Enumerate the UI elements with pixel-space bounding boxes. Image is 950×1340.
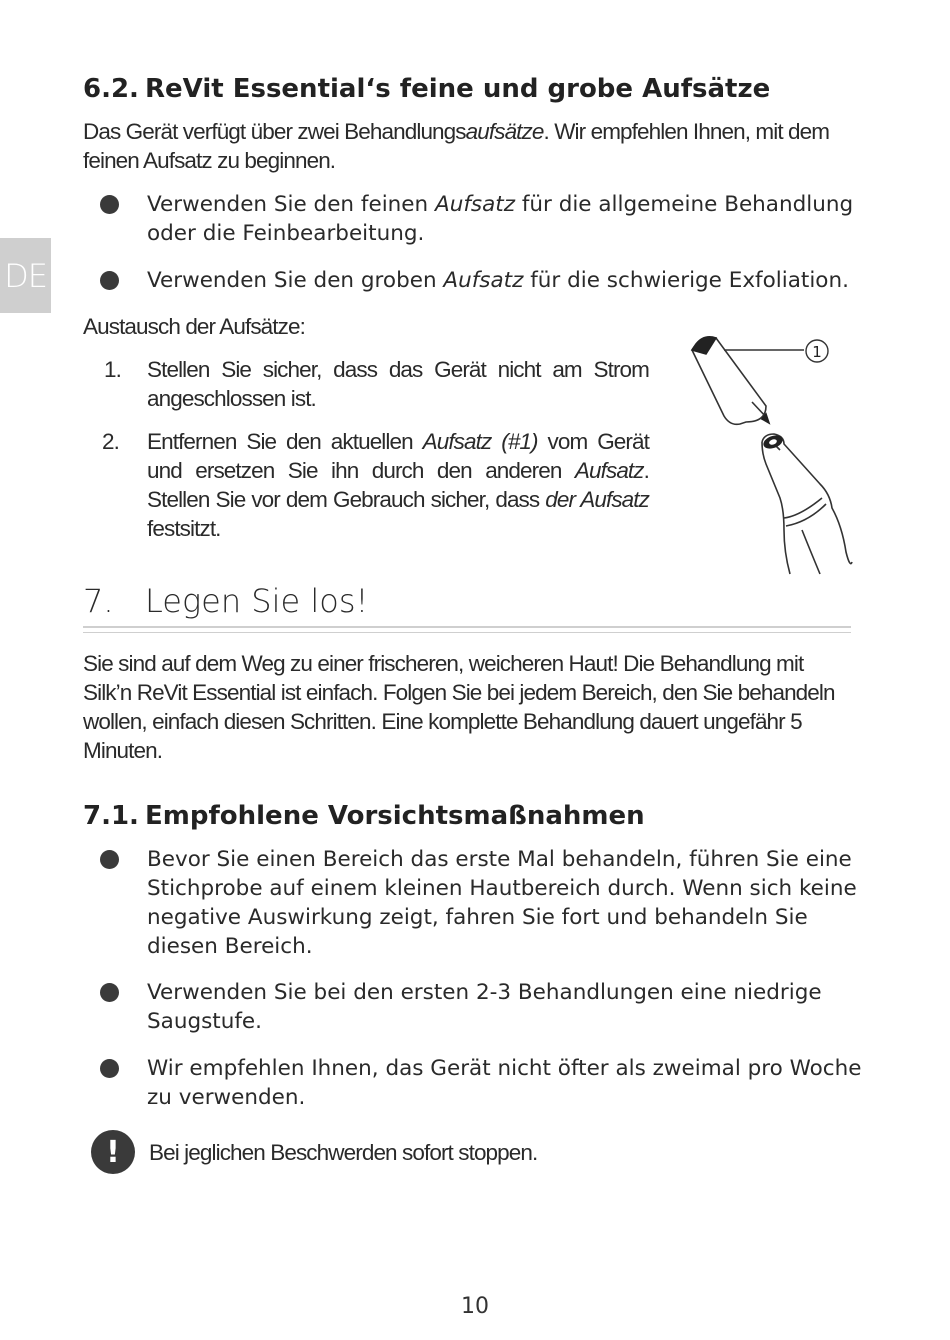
section-7-paragraph: Sie sind auf dem Weg zu einer frischeren, weicheren Haut! Die Behandlung mit Silk’n ReVit Essential ist einfach. Folgen Sie bei jedem Bereich, den Sie behandeln wollen, einfach diesen Schritten. Eine komplette Behandlung dauert ungefähr 5 Minuten. [83,651,835,763]
bullet-dot [100,271,119,290]
warning-icon: ! [91,1130,135,1174]
section-6-2-heading [83,74,770,104]
step-2-text: Entfernen Sie den aktuellen Aufsatz (#1) vom Gerät und ersetzen Sie ihn durch den anderen Aufsatz. Stellen Sie vor dem Gebrauch sicher, dass der Aufsatz festsitzt. [147,429,649,541]
bullet-dot [100,983,119,1002]
section-number: 7. [83,582,114,620]
section-divider-thin [83,632,851,633]
precaution-item: Wir empfehlen Ihnen, das Gerät nicht öfter als zweimal pro Woche zu verwenden. [147,1056,862,1110]
page-number: 10 [461,1294,489,1319]
intro-text: Das Gerät verfügt über zwei Behandlungs [83,119,466,144]
language-tab: DE [0,238,51,313]
step-number: 1. [104,357,121,382]
bullet-dot [100,850,119,869]
step-1-text: Stellen Sie sicher, dass das Gerät nicht am Strom angeschlossen ist. [147,357,649,411]
bullet-dot [100,195,119,214]
section-title: ReVit Essential‘s feine und grobe Aufsätze [145,74,771,104]
figure-callout-number: 1 [812,343,822,361]
bullet-item-fine: Verwenden Sie den feinen Aufsatz für die allgemeine Behandlung oder die Feinbearbeitung. [147,192,854,246]
intro-italic: aufsätze [465,119,544,144]
section-title: Legen Sie los! [145,582,369,620]
section-title: Empfohlene Vorsichtsmaßnahmen [145,801,645,831]
exchange-heading: Austausch der Aufsätze: [83,314,305,339]
intro-text-end: . Wir empfehlen Ihnen, mit dem feinen Aufsatz zu beginnen. [83,119,830,173]
precaution-item: Verwenden Sie bei den ersten 2-3 Behandlungen eine niedrige Saugstufe. [147,980,822,1034]
section-divider [83,626,851,628]
precaution-item: Bevor Sie einen Bereich das erste Mal behandeln, führen Sie eine Stichprobe auf einem kleinen Hautbereich durch. Wenn sich keine negative Auswirkung zeigt, fahren Sie fort und behandeln Sie diesen Bereich. [147,847,857,959]
section-6-2-intro [83,117,858,175]
device-attachment-illustration [670,330,870,580]
section-number: 7.1. [83,801,139,831]
bullet-dot [100,1059,119,1078]
bullet-item-coarse: Verwenden Sie den groben Aufsatz für die schwierige Exfoliation. [147,268,849,293]
section-7-1-heading [83,801,645,831]
step-number: 2. [102,429,119,454]
warning-text: Bei jeglichen Beschwerden sofort stoppen. [149,1140,538,1165]
section-7-heading [83,582,368,620]
section-number: 6.2. [83,74,139,104]
